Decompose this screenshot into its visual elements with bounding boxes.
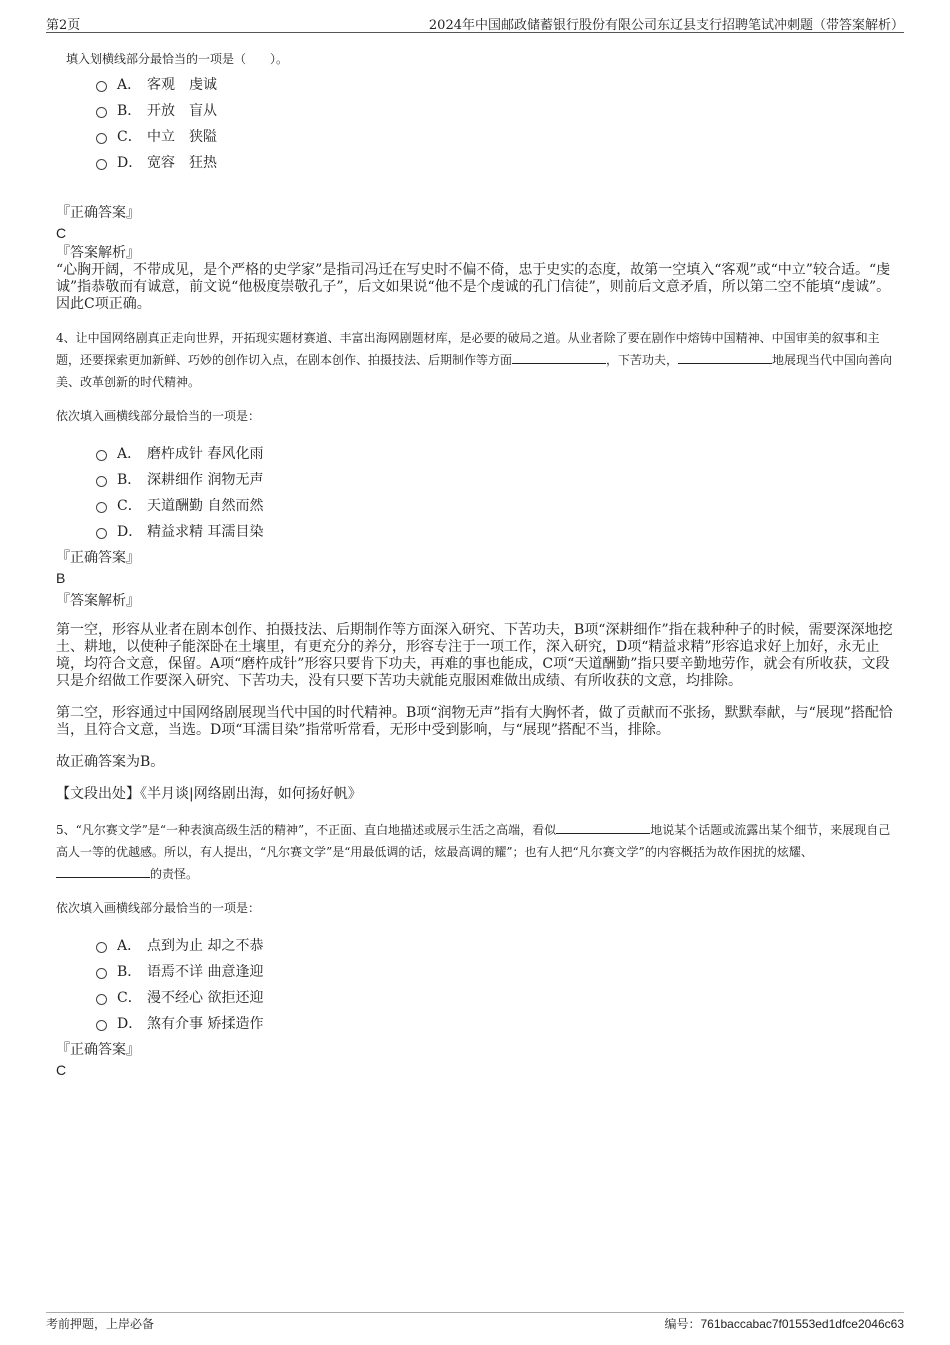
q5-answer-label: 『正确答案』 — [56, 1042, 140, 1058]
q5-options — [56, 932, 896, 1036]
q3-options — [56, 71, 896, 175]
q3-analysis: “心胸开阔，不带成见，是个严格的史学家”是指司冯迁在写史时不偏不倚，忠于史实的态度，故第一空填入“客观”或“中立”较合适。“虔诚”指恭敬而有诚意，前文说“他极度崇敬孔子”，后文如果说“他不是个虔诚的孔门信徒”，则前后文意矛盾，所以第二空不能填“虔诚”。因此C项正确。 — [56, 262, 891, 312]
radio-icon[interactable] — [96, 159, 107, 170]
q5-stem: 5、“凡尔赛文学”是“一种表演高级生活的精神”，不正面、直白地描述或展示生活之高端，看似 地说某个话题或流露出某个细节，来展现自己高人一等的优越感。所以，有人提出，“凡尔赛文学”是“用最低调的话，炫最高调的耀”；也有人把“凡尔赛文学”的内容概括为故作困扰的炫耀、的责怪。 — [56, 823, 891, 881]
q4-answer: B — [56, 570, 66, 586]
q4-analysis-p2: 第二空，形容通过中国网络剧展现当代中国的时代精神。B项“润物无声”指有大胸怀者，做了贡献而不张扬，默默奉献，与“展现”搭配恰当，且符合文意，当选。D项“耳濡目染”指常听常看，无形中受到影响，与“展现”搭配不当，排除。 — [56, 705, 893, 738]
document-title: 2024年中国邮政储蓄银行股份有限公司东辽县支行招聘笔试冲刺题（带答案解析） — [428, 18, 904, 33]
q5-option-c[interactable]: C． 漫不经心 欲拒还迎 — [56, 984, 896, 1010]
q4-analysis-label: 『答案解析』 — [56, 593, 140, 609]
q4-option-c[interactable]: C． 天道酬勤 自然而然 — [56, 492, 896, 518]
q3-option-d[interactable]: D． 宽容 狂热 — [56, 149, 896, 175]
q3-answer-label: 『正确答案』 — [56, 205, 140, 221]
q3-answer: C — [56, 225, 67, 241]
q4-instruction: 依次填入画横线部分最恰当的一项是： — [56, 409, 261, 423]
footer-id: 编号：761baccabac7f01553ed1dfce2046c63 — [664, 1317, 904, 1331]
q4-option-d[interactable]: D． 精益求精 耳濡目染 — [56, 518, 896, 544]
q5-answer: C — [56, 1062, 67, 1078]
blank-line — [556, 821, 650, 834]
q4-source: 【文段出处】《半月谈|网络剧出海，如何扬好帆》 — [56, 786, 362, 802]
q3-option-c[interactable]: C． 中立 狭隘 — [56, 123, 896, 149]
radio-icon[interactable] — [96, 502, 107, 513]
blank-line — [512, 351, 606, 364]
document-body — [56, 48, 896, 1079]
q5-option-b[interactable]: B． 语焉不详 曲意逢迎 — [56, 958, 896, 984]
radio-icon[interactable] — [96, 450, 107, 461]
q5-instruction: 依次填入画横线部分最恰当的一项是： — [56, 901, 261, 915]
document-code: 761baccabac7f01553ed1dfce2046c63 — [700, 1317, 904, 1331]
q4-option-a[interactable]: A． 磨杵成针 春风化雨 — [56, 440, 896, 466]
q4-option-b[interactable]: B． 深耕细作 润物无声 — [56, 466, 896, 492]
page-header — [46, 12, 904, 33]
footer-slogan: 考前押题，上岸必备 — [46, 1317, 155, 1331]
q4-analysis-p1: 第一空，形容从业者在剧本创作、拍摄技法、后期制作等方面深入研究、下苦功夫，B项“深耕细作”指在栽种种子的时候，需要深深地挖土、耕地，以使种子能深卧在土壤里，有更充分的养分，形容专注于一项工作，深入研究，D项“精益求精”形容追求好上加好，永无止境，均符合文意，保留。A项“磨杵成针”形容只要肯下功夫，再难的事也能成，C项“天道酬勤”指只要辛勤地劳作，就会有所收获，文段只是介绍做工作要深入研究、下苦功夫，没有只要下苦功夫就能克服困难做出成绩、有所收获的文意，均排除。 — [56, 622, 893, 689]
radio-icon[interactable] — [96, 133, 107, 144]
q3-option-b[interactable]: B． 开放 盲从 — [56, 97, 896, 123]
q4-answer-label: 『正确答案』 — [56, 550, 140, 566]
radio-icon[interactable] — [96, 1020, 107, 1031]
q3-option-a[interactable]: A． 客观 虔诚 — [56, 71, 896, 97]
page-footer — [46, 1312, 904, 1331]
radio-icon[interactable] — [96, 968, 107, 979]
radio-icon[interactable] — [96, 107, 107, 118]
radio-icon[interactable] — [96, 476, 107, 487]
q5-option-a[interactable]: A． 点到为止 却之不恭 — [56, 932, 896, 958]
q3-analysis-label: 『答案解析』 — [56, 245, 140, 261]
blank-line — [56, 865, 150, 878]
radio-icon[interactable] — [96, 528, 107, 539]
q4-stem: 4、让中国网络剧真正走向世界，开拓现实题材赛道、丰富出海网剧题材库，是必要的破局之道。从业者除了要在剧作中熔铸中国精神、中国审美的叙事和主题，还要探索更加新鲜、巧妙的创作切入点，在剧本创作、拍摄技法、后期制作等方面 ，下苦功夫， 地展现当代中国向善向美、改革创新的时代精神。 — [56, 331, 893, 389]
q5-option-d[interactable]: D． 煞有介事 矫揉造作 — [56, 1010, 896, 1036]
q3-stem: 填入划横线部分最恰当的一项是（ ）。 — [66, 52, 289, 66]
radio-icon[interactable] — [96, 81, 107, 92]
radio-icon[interactable] — [96, 994, 107, 1005]
q4-analysis-p3: 故正确答案为B。 — [56, 754, 165, 770]
radio-icon[interactable] — [96, 942, 107, 953]
q4-options — [56, 440, 896, 544]
blank-line — [678, 351, 772, 364]
page-number: 第2页 — [46, 18, 81, 33]
